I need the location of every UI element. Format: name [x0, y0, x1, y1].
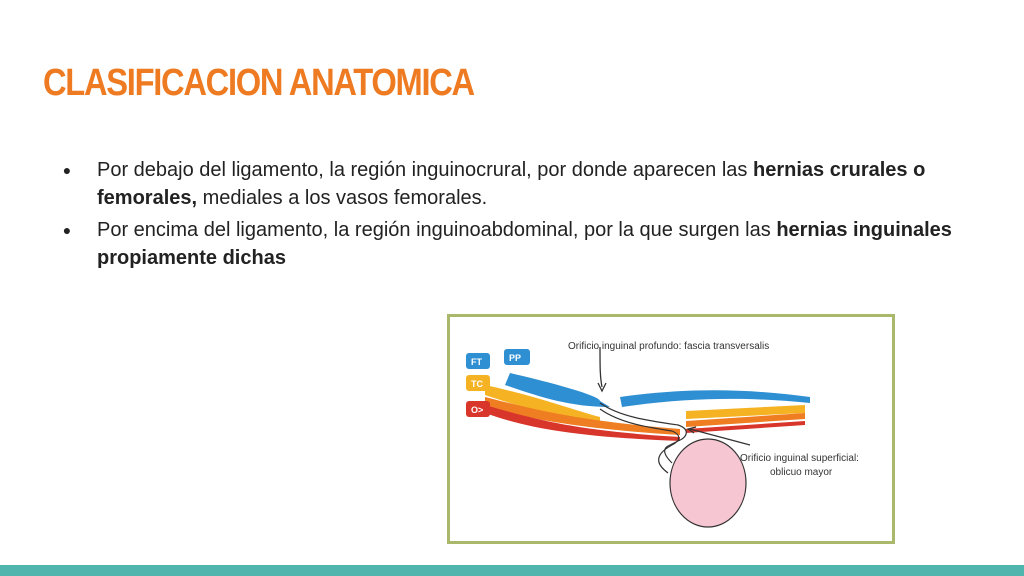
hernia-sac	[670, 439, 746, 527]
badge-o: O>	[471, 405, 484, 415]
bullet-item	[60, 216, 990, 272]
bullet-list	[60, 156, 990, 276]
bullet-dot-icon: ●	[62, 222, 72, 238]
badge-pp: PP	[509, 353, 522, 363]
badge-ft: FT	[471, 357, 482, 367]
arrow-deep	[600, 347, 602, 387]
bullet-text: Por debajo del ligamento, la región inguinocrural, por donde aparecen las	[97, 159, 753, 181]
bullet-text: mediales a los vasos femorales.	[197, 187, 488, 209]
bullet-bold-text: hernias inguinales propiamente dichas	[97, 219, 952, 269]
bullet-text: Por encima del ligamento, la región inguinoabdominal, por la que surgen las	[97, 219, 777, 241]
label-superficial-ring-2: oblicuo mayor	[770, 467, 833, 478]
badge-tc: TC	[471, 379, 483, 389]
label-superficial-ring: Orificio inguinal superficial:	[740, 453, 859, 464]
bullet-item	[60, 156, 990, 212]
inguinal-anatomy-figure	[447, 314, 895, 544]
layer-blue-right	[620, 390, 810, 407]
label-deep-ring: Orificio inguinal profundo: fascia transversalis	[568, 341, 770, 352]
footer-bar	[0, 565, 1024, 576]
sac-outline	[659, 445, 672, 473]
page-title: CLASIFICACION ANATOMICA	[43, 62, 474, 104]
bullet-dot-icon: ●	[62, 162, 72, 178]
inguinal-diagram	[450, 317, 892, 541]
bullet-bold-text: hernias crurales o femorales,	[97, 159, 926, 209]
